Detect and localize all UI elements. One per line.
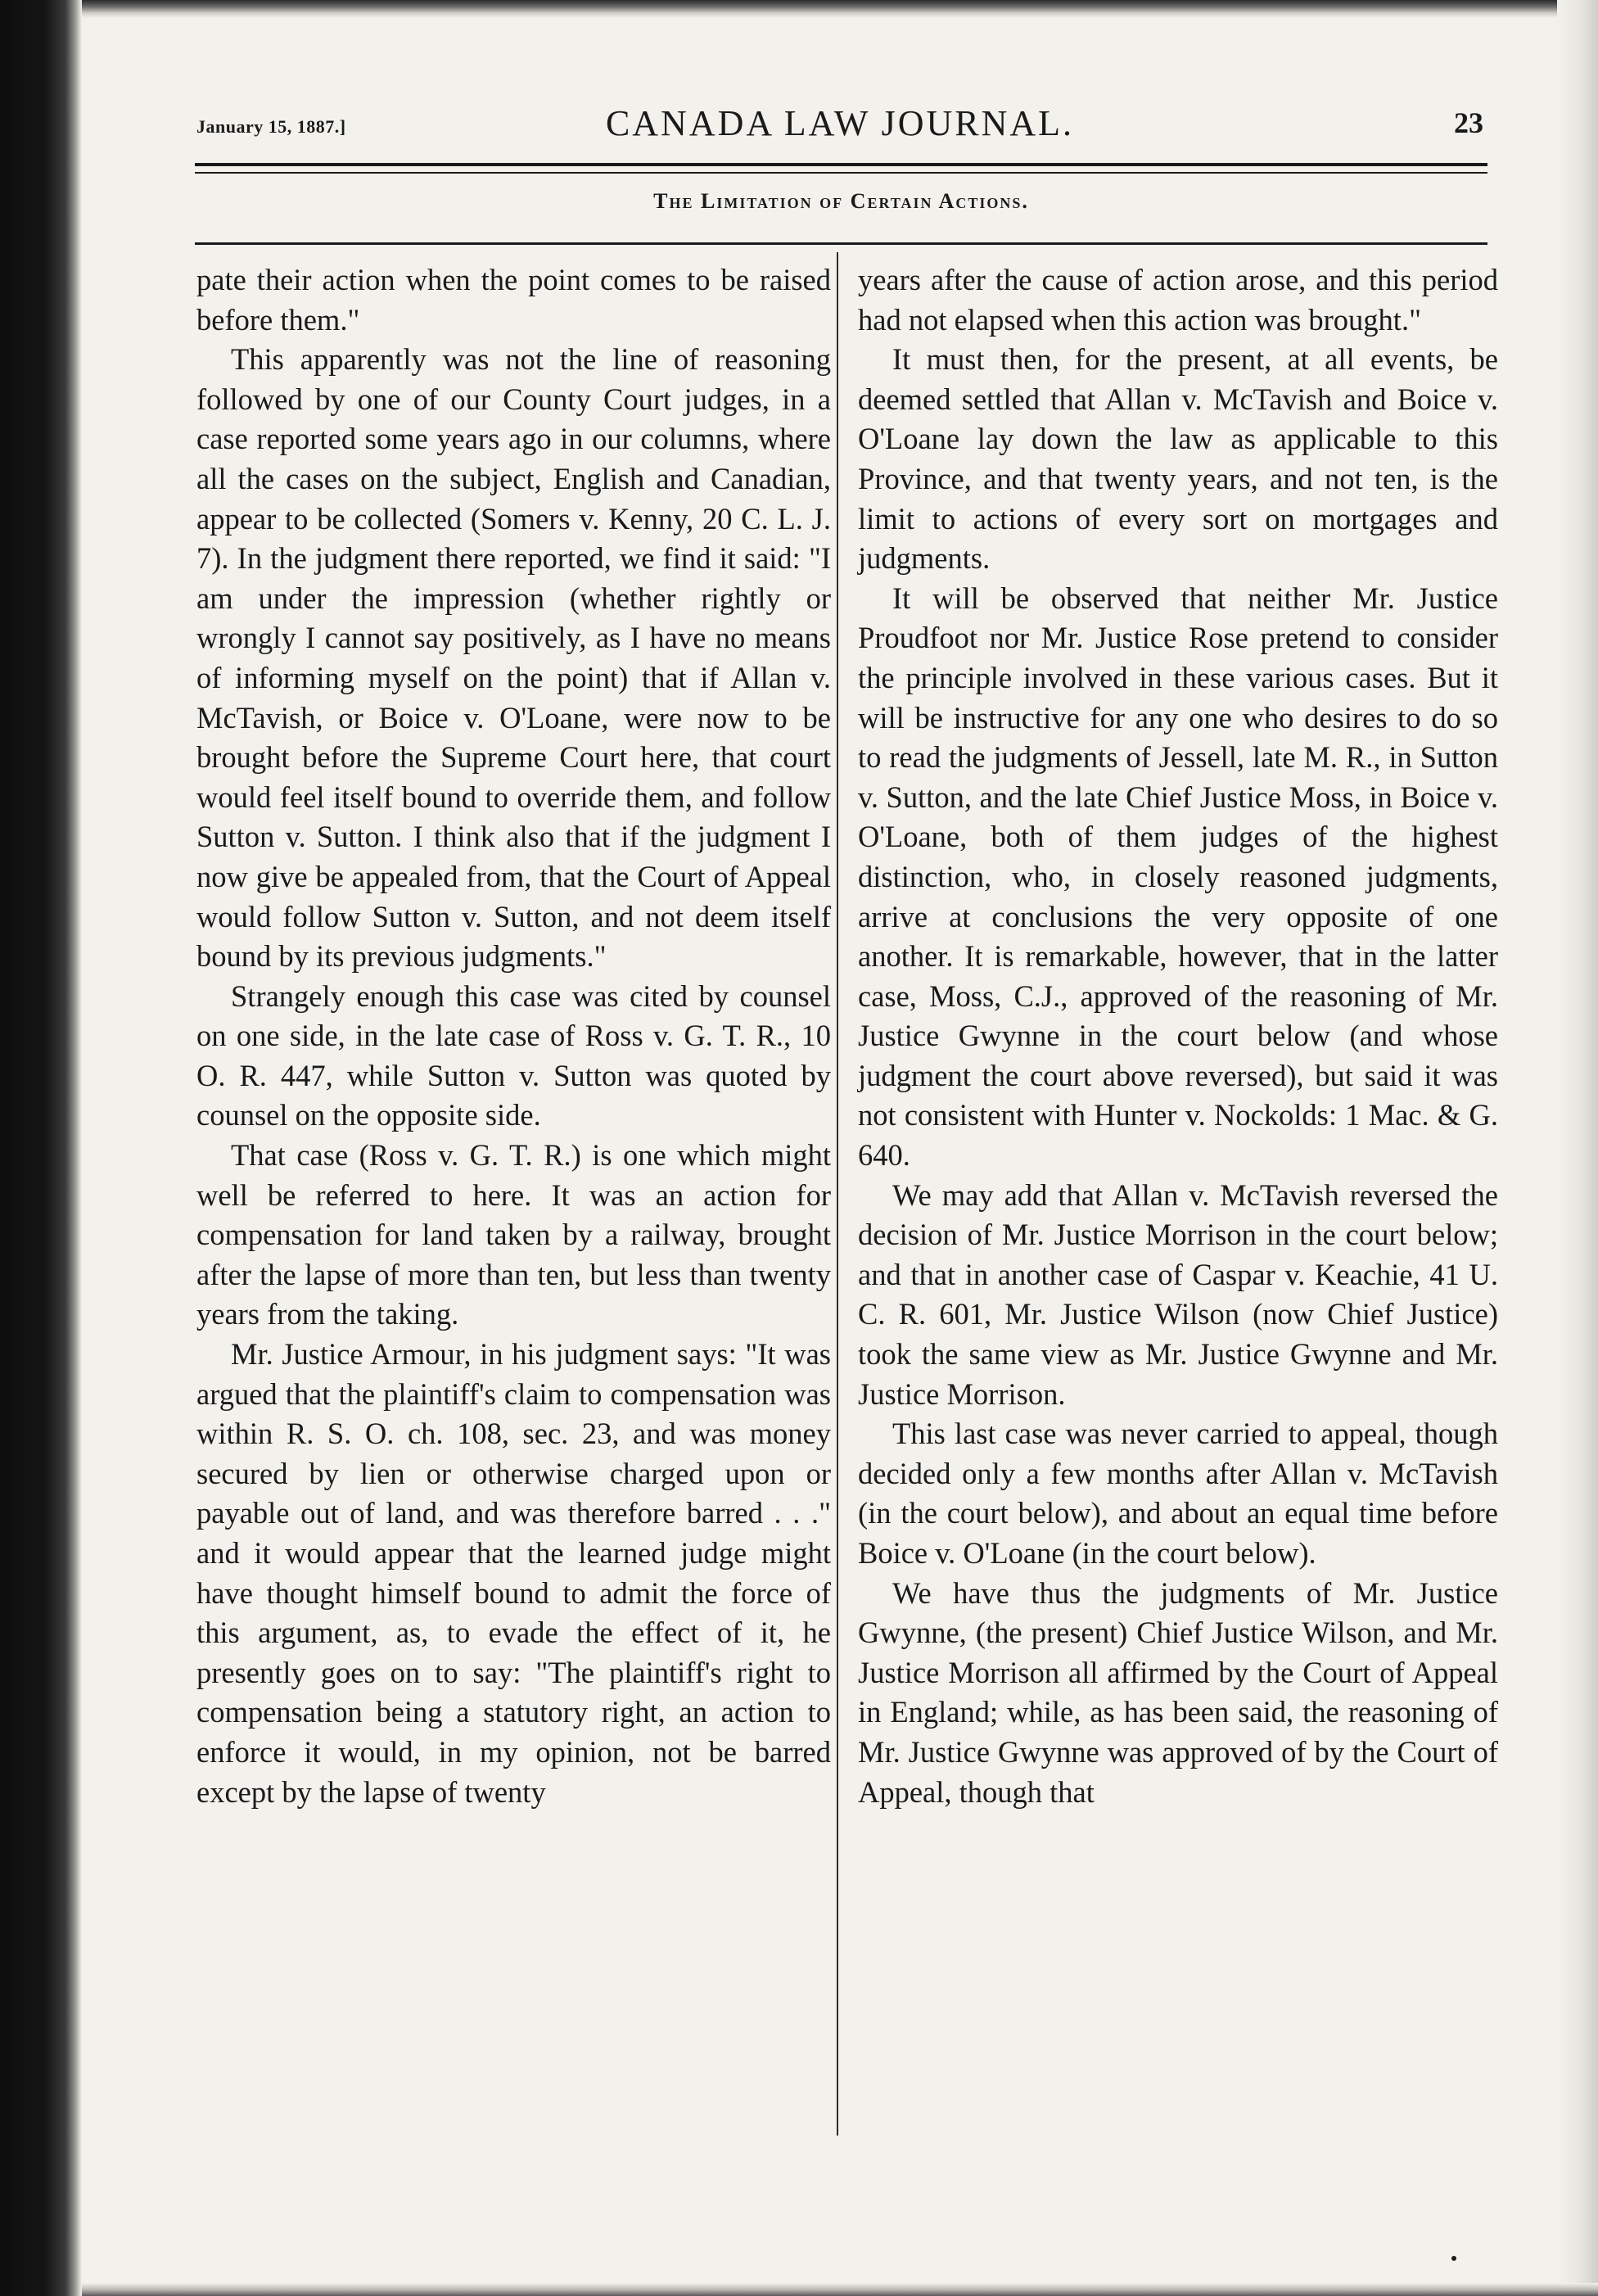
right-column — [858, 260, 1498, 1812]
paragraph: We have thus the judgments of Mr. Justice Gwynne, (the present) Chief Justice Wilson, and Mr. Justice Morrison all affirmed by the Court of Appeal in England; while, as has been said, the reasoning of Mr. Justice Gwynne was approved of by the Court of Appeal, though that — [858, 1575, 1498, 1809]
header-rule-thick — [195, 163, 1487, 166]
issue-date: January 15, 1887.] — [196, 116, 346, 137]
print-speck — [1451, 2256, 1456, 2261]
page-number: 23 — [1454, 106, 1483, 139]
top-page-edge — [82, 0, 1598, 18]
paragraph: It will be observed that neither Mr. Justice Proudfoot nor Mr. Justice Rose pretend to consider the principle involved in these various cases. But it will be instructive for any one who desires to do so to read the judgments of Jessell, late M. R., in Sutton v. Sutton, and the late Chief Justice Moss, in Boice v. O'Loane, both of them judges of the highest distinction, who, in closely reasoned judgments, arrive at conclusions the very opposite of one another. It is remarkable, however, that in the latter case, Moss, C.J., approved of the reasoning of Mr. Justice Gwynne in the court below (and whose judgment the court above reversed), but said it was not consistent with Hunter v. Nockolds: 1 Mac. & G. 640. — [858, 581, 1498, 1173]
paragraph: Strangely enough this case was cited by counsel on one side, in the late case of Ross v. G. T. R., 10 O. R. 447, while Sutton v. Sutton was quoted by counsel on the opposite side. — [196, 979, 831, 1132]
bottom-page-edge — [82, 2283, 1598, 2296]
paragraph: This apparently was not the line of reasoning followed by one of our County Court judges, in a case reported some years ago in our columns, where all the cases on the subject, English and Canadian, appear to be collected (Somers v. Kenny, 20 C. L. J. 7). In the judgment there reported, we find it said: "I am under the impression (whether rightly or wrongly I cannot say positively, as I have no means of informing myself on the point) that if Allan v. McTavish, or Boice v. O'Loane, were now to be brought before the Supreme Court here, that court would feel itself bound to override them, and follow Sutton v. Sutton. I think also that if the judgment I now give be appealed from, that the Court of Appeal would follow Sutton v. Sutton, and not deem itself bound by its previous judgments." — [196, 342, 831, 974]
paragraph: Mr. Justice Armour, in his judgment says: "It was argued that the plaintiff's claim to compensation was within R. S. O. ch. 108, sec. 23, and was money secured by lien or otherwise charged upon or payable out of land, and was therefore barred . . ." and it would appear that the learned judge might have thought himself bound to admit the force of this argument, as, to evade the effect of it, he presently goes on to say: "The plaintiff's right to compensation being a statutory right, an action to enforce it would, in my opinion, not be barred except by the lapse of twenty — [196, 1337, 831, 1809]
paragraph: years after the cause of action arose, and this period had not elapsed when this action was brought." — [858, 263, 1498, 337]
journal-title: CANADA LAW JOURNAL. — [605, 103, 1075, 143]
paragraph: pate their action when the point comes to be raised before them." — [196, 263, 831, 337]
paragraph: This last case was never carried to appeal, though decided only a few months after Allan v. McTavish (in the court below), and about an equal time before Boice v. O'Loane (in the court below). — [858, 1417, 1498, 1570]
left-column — [196, 260, 831, 1812]
column-divider — [837, 252, 838, 2136]
paragraph: That case (Ross v. G. T. R.) is one which might well be referred to here. It was an action for compensation for land taken by a railway, brought after the lapse of more than ten, but less than twenty years from the taking. — [196, 1138, 831, 1331]
right-page-edge — [1557, 0, 1598, 2296]
paragraph: We may add that Allan v. McTavish reversed the decision of Mr. Justice Morrison in the court below; and that in another case of Caspar v. Keachie, 41 U. C. R. 601, Mr. Justice Wilson (now Chief Justice) took the same view as Mr. Justice Gwynne and Mr. Justice Morrison. — [858, 1177, 1498, 1411]
paragraph: It must then, for the present, at all events, be deemed settled that Allan v. McTavish and Boice v. O'Loane lay down the law as applicable to this Province, and that twenty years, and not ten, is the limit to actions of every sort on mortgages and judgments. — [858, 342, 1498, 576]
header-rule-thin — [195, 172, 1487, 174]
section-rule — [195, 242, 1487, 245]
section-title: The Limitation of Certain Actions. — [653, 189, 1029, 213]
running-header — [196, 102, 1483, 151]
binding-edge — [0, 0, 82, 2296]
